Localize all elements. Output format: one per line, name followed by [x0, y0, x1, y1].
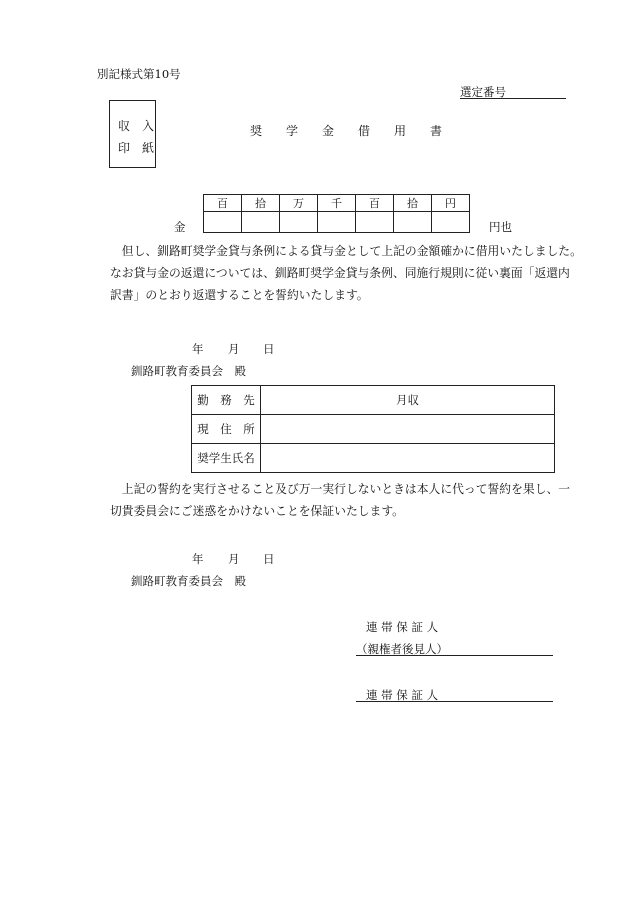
workplace-field[interactable]: 月収 [261, 386, 555, 415]
addressee1: 釧路町教育委員会 殿 [131, 364, 246, 378]
amount-suffix: 円也 [489, 220, 512, 234]
stamp-line1: 収 入 [118, 119, 155, 133]
date2-month: 月 [228, 552, 240, 566]
form-number-label: 別記様式第10号 [97, 67, 181, 81]
date2-year: 年 [192, 552, 204, 566]
paragraph-line: 但し、釧路町奨学金貸与条例による貸与金として上記の金額確かに借用いたしました。 [110, 244, 582, 258]
address-field[interactable] [261, 415, 555, 444]
amount-digit-cell[interactable] [204, 212, 242, 233]
amount-digit-cell[interactable] [280, 212, 318, 233]
loan-statement-paragraph [110, 240, 582, 306]
amount-unit: 百 [356, 195, 394, 212]
address-label: 現 住 所 [192, 415, 261, 444]
table-row [192, 444, 555, 473]
paragraph-line: 上記の誓約を実行させること及び万一実行しないときは本人に代って誓約を果し、一 [110, 482, 571, 496]
student-name-label: 奨学生氏名 [192, 444, 261, 473]
amount-unit: 万 [280, 195, 318, 212]
amount-unit: 円 [432, 195, 470, 212]
document-title: 奨 学 金 借 用 書 [250, 124, 443, 138]
selection-number-label: 選定番号 [460, 85, 506, 99]
amount-unit: 千 [318, 195, 356, 212]
date1-day: 日 [263, 342, 275, 356]
addressee2: 釧路町教育委員会 殿 [131, 574, 246, 588]
stamp-line2: 印 紙 [118, 141, 155, 155]
amount-units-row [204, 195, 470, 212]
amount-digit-cell[interactable] [318, 212, 356, 233]
student-name-field[interactable] [261, 444, 555, 473]
amount-digit-cell[interactable] [394, 212, 432, 233]
workplace-label: 勤 務 先 [192, 386, 261, 415]
amount-table [203, 194, 470, 233]
amount-prefix: 金 [174, 220, 186, 234]
guarantor1-label: 連 帯 保 証 人 [366, 620, 439, 634]
guarantor1-signature-line[interactable] [356, 639, 553, 656]
amount-values-row [204, 212, 470, 233]
amount-unit: 拾 [394, 195, 432, 212]
selection-number-line [460, 82, 566, 99]
date2-day: 日 [263, 552, 275, 566]
revenue-stamp-box [109, 100, 156, 168]
guarantor2-label: 連 帯 保 証 人 [366, 688, 439, 702]
paragraph-line: なお貸与金の返還については、釧路町奨学金貸与条例、同施行規則に従い裏面「返還内 [110, 266, 570, 280]
table-row [192, 386, 555, 415]
guarantee-paragraph [110, 478, 570, 522]
table-row [192, 415, 555, 444]
paragraph-line: 訳書」のとおり返還することを誓約いたします。 [110, 288, 369, 302]
paragraph-line: 切貴委員会にご迷惑をかけないことを保証いたします。 [110, 504, 404, 518]
amount-digit-cell[interactable] [356, 212, 394, 233]
date1-year: 年 [192, 342, 204, 356]
amount-digit-cell[interactable] [242, 212, 280, 233]
amount-digit-cell[interactable] [432, 212, 470, 233]
amount-unit: 拾 [242, 195, 280, 212]
guarantor1-sub-label: （親権者後見人） [356, 642, 448, 656]
amount-unit: 百 [204, 195, 242, 212]
student-info-table [191, 385, 555, 473]
date1-month: 月 [228, 342, 240, 356]
guarantor2-signature-line[interactable] [356, 685, 553, 702]
